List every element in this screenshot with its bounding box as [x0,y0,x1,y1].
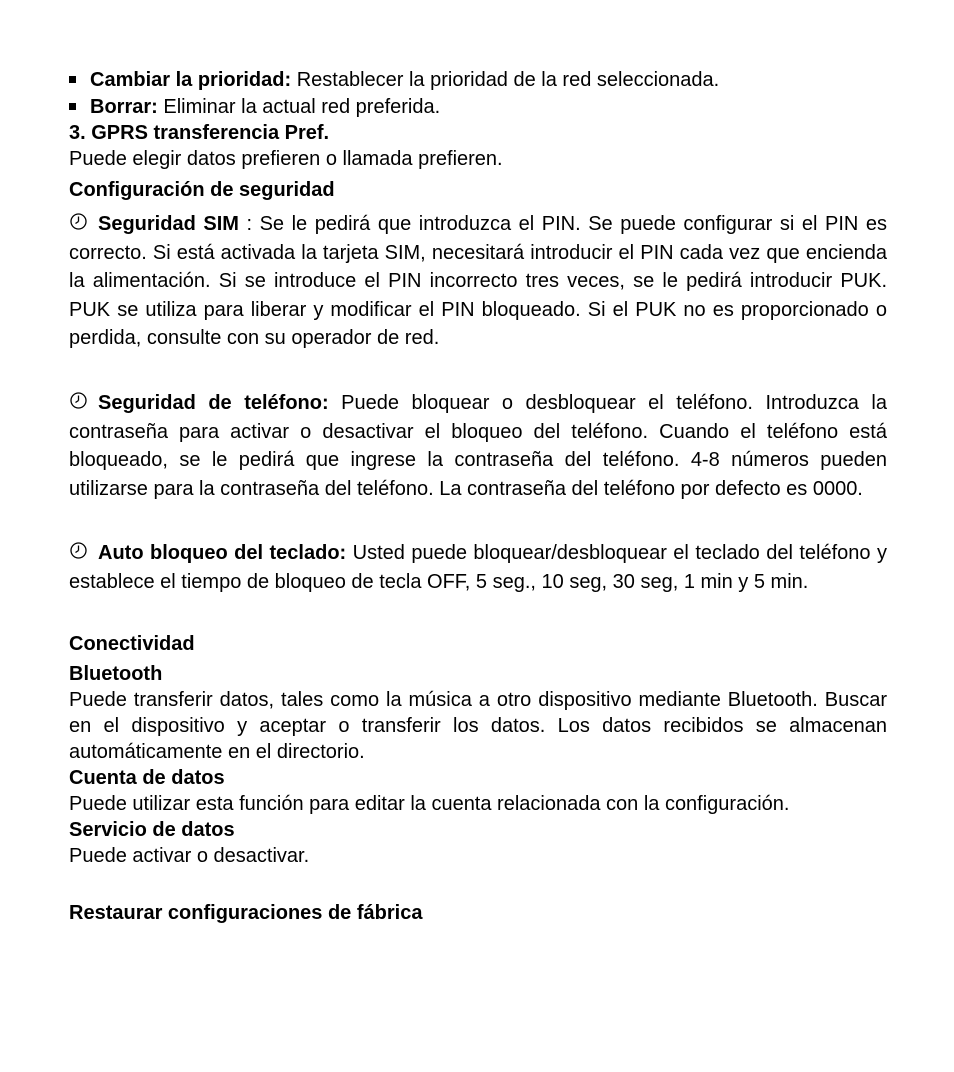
data-account-heading: Cuenta de datos [69,767,225,789]
security-heading: Configuración de seguridad [69,179,335,201]
bullet-list [69,67,887,121]
phone-security-paragraph [69,389,887,503]
sim-security-label: Seguridad SIM [98,213,239,235]
bullet-label: Borrar: [90,96,158,118]
gprs-text: Puede elegir datos prefieren o llamada prefieren. [69,148,503,170]
bullet-item [69,94,887,121]
connectivity-section [69,631,887,869]
gprs-section [69,120,887,172]
data-service-heading: Servicio de datos [69,819,235,841]
phone-security-text: Puede bloquear o desbloquear el teléfono. Introduzca la contraseña para activar o desactivar el bloqueo del teléfono. Cuando el teléfono está bloqueado, se le pedirá que ingrese la contraseña del teléfono. 4-8 números pueden utilizarse para la contraseña del teléfono. La contraseña del teléfono por defecto es 0000. [69,392,887,500]
connectivity-heading: Conectividad [69,633,195,655]
data-account-text: Puede utilizar esta función para editar la cuenta relacionada con la configuración. [69,793,790,815]
bluetooth-text: Puede transferir datos, tales como la música a otro dispositivo mediante Bluetooth. Buscar en el dispositivo y aceptar o transferir los datos. Los datos recibidos se almacenan automáticamente en el directorio. [69,689,887,763]
restore-heading: Restaurar configuraciones de fábrica [69,902,423,924]
square-bullet-icon [69,103,76,110]
restore-section [69,900,887,926]
sim-security-text: : Se le pedirá que introduzca el PIN. Se puede configurar si el PIN es correcto. Si está activada la tarjeta SIM, necesitará introducir el PIN cada vez que encienda la alimentación. Si se introduce el PIN incorrecto tres veces, se le pedirá introducir PUK. PUK se utiliza para liberar y modificar el PIN bloqueado. Si el PUK no es proporcionado o perdida, consulte con su operador de red. [69,213,888,349]
clock-icon [69,541,88,560]
security-section [69,177,887,203]
bullet-label: Cambiar la prioridad: [90,69,292,91]
keypad-lock-paragraph [69,539,887,596]
square-bullet-icon [69,76,76,83]
keypad-lock-text: Usted puede bloquear/desbloquear el teclado del teléfono y establece el tiempo de bloqueo de tecla OFF, 5 seg., 10 seg, 30 seg, 1 min y 5 min. [69,542,887,593]
data-service-text: Puede activar o desactivar. [69,845,310,867]
bullet-text: Eliminar la actual red preferida. [157,96,441,118]
bullet-text: Restablecer la prioridad de la red seleccionada. [291,69,720,91]
clock-icon [69,391,88,410]
sim-security-paragraph [69,210,887,353]
bluetooth-heading: Bluetooth [69,663,163,685]
phone-security-label: Seguridad de teléfono: [98,392,329,414]
keypad-lock-label: Auto bloqueo del teclado: [98,542,347,564]
gprs-heading: 3. GPRS transferencia Pref. [69,122,330,144]
bullet-item [69,67,887,94]
clock-icon [69,212,88,231]
